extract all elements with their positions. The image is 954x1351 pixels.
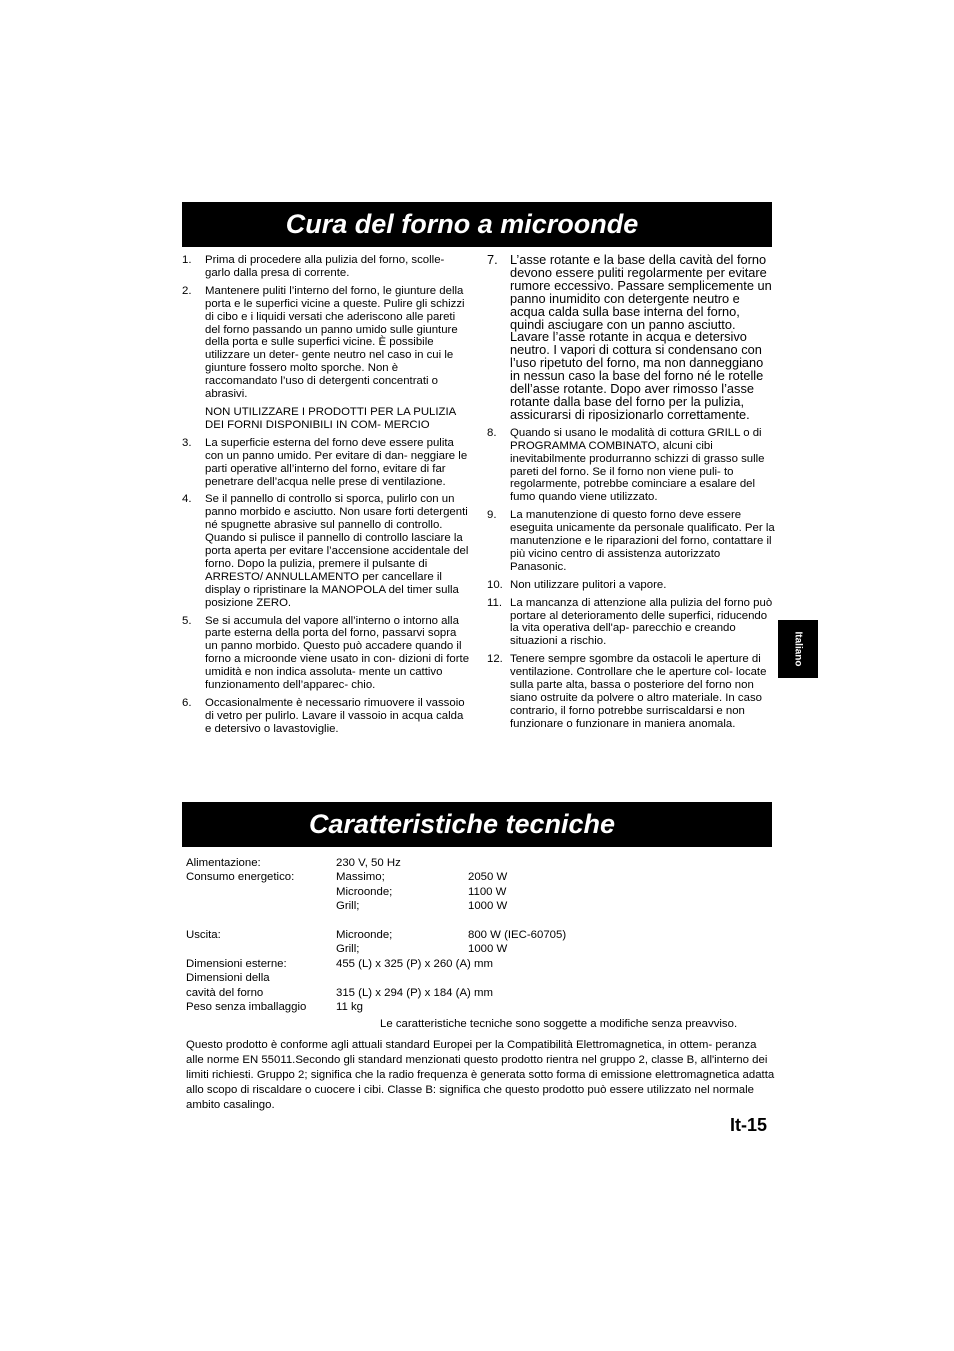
item-text: Se si accumula del vapore all’interno o intorno alla parte esterna della porta del forno, passarvi sopra un panno morbido. Questo può accadere quando il forno a microonde viene usato in con- dizioni di forte umidità e non indica assoluta- mente un cattivo funzionamento dell’apparec- chio. xyxy=(205,614,470,692)
spec-sublabel: Microonde; xyxy=(336,885,393,898)
spec-value: 230 V, 50 Hz xyxy=(336,857,401,869)
section-title-specs: Caratteristiche tecniche xyxy=(182,802,772,847)
spec-label: Alimentazione: xyxy=(186,857,261,869)
spec-row xyxy=(186,885,776,899)
list-item xyxy=(487,427,775,504)
item-text: La mancanza di attenzione alla pulizia del forno può portare al deterioramento delle superfici, riducendo la vita operativa dell'ap- parecchio e creando situazioni a rischio. xyxy=(510,596,773,648)
item-text: Tenere sempre sgombre da ostacoli le aperture di ventilazione. Controllare che le aperture col- locate sulla parte alta, bassa o posteriore del forno non siano ostruite da polvere o altro materiale. In caso contrario, il forno potrebbe surriscaldarsi e non funzionare o funzionare in maniera anomala. xyxy=(510,653,767,730)
item-number: 8. xyxy=(487,426,497,439)
spec-row xyxy=(186,986,776,1000)
item-text: Quando si usano le modalità di cottura GRILL o di PROGRAMMA COMBINATO, alcuni cibi inevitabilmente produrranno schizzi di grasso sulle pareti del forno. Se il forno non viene puli- to regolarmente, potrebbe cominciare a esalare del fumo quando viene utilizzato. xyxy=(510,426,765,504)
section-title-care: Cura del forno a microonde xyxy=(182,202,772,247)
item-number: 10. xyxy=(487,578,503,591)
spec-row xyxy=(186,928,776,942)
list-item xyxy=(487,509,775,574)
list-item xyxy=(487,597,775,649)
spec-label: Dimensioni della xyxy=(186,972,270,985)
item-number: 7. xyxy=(487,252,498,267)
spec-value: 2050 W xyxy=(468,871,508,884)
spec-value: 1000 W xyxy=(468,943,508,956)
spec-value: 315 (L) x 294 (P) x 184 (A) mm xyxy=(336,986,493,999)
list-item xyxy=(182,615,470,692)
spec-sublabel: Massimo; xyxy=(336,871,385,884)
item-text: L’asse rotante e la base della cavità del forno devono essere puliti regolarmente per evitare rumore eccessivo. Passare semplicemente un panno inumidito con detergente neutro e acqua calda sulla base interna del forno, quindi asciugare con un panno asciutto. Lavare l’asse rotante in acqua e detersivo neutro. I vapori di cottura si condensano con l’uso ripetuto del forno, ma non danneggiano in nessun caso la base del forno né le rotelle dell’asse rotante. Dopo aver rimosso l’asse rotante dalla base del forno per la pulizia, assicurarsi di riposizionarlo correttamente. xyxy=(510,252,772,422)
spec-sublabel: Grill; xyxy=(336,943,360,956)
list-item xyxy=(487,579,775,592)
spec-value: 1000 W xyxy=(468,900,508,913)
spec-row xyxy=(186,856,776,870)
language-tab xyxy=(778,620,818,678)
list-item xyxy=(182,437,470,489)
spec-sublabel: Grill; xyxy=(336,900,360,913)
compliance-paragraph: Questo prodotto è conforme agli attuali standard Europei per la Compatibilità Elettromagnetica, in ottem- peranza alle norme EN 55011.Secondo gli standard menzionati questo prodotto rientra nel gruppo 2, classe B, all'interno dei limiti richiesti. Gruppo 2; significa che la radio frequenza è generata sotto forma di emissione elettromagnetica adatta allo scopo di riscaldare o cuocere i cibi. Classe B: significa che questo prodotto può essere utilizzato nel normale ambito casalingo. xyxy=(186,1039,775,1111)
care-list-left xyxy=(182,254,470,741)
spec-row xyxy=(186,899,776,913)
item-number: 2. xyxy=(182,284,192,297)
item-number: 9. xyxy=(487,509,497,522)
item-warning: NON UTILIZZARE I PRODOTTI PER LA PULIZIA DEI FORNI DISPONIBILI IN COM- MERCIO xyxy=(205,405,456,431)
spec-value: 11 kg xyxy=(336,1000,364,1013)
spec-value: 800 W (IEC-60705) xyxy=(468,928,567,941)
item-text: La manutenzione di questo forno deve essere eseguita unicamente da personale qualificato. Per la manutenzione e le riparazioni del forno, contattare il più vicino centro di assistenza autorizzato Panasonic. xyxy=(510,509,775,573)
list-item xyxy=(182,254,470,280)
list-item xyxy=(182,697,470,736)
spec-label: Peso senza imballaggio xyxy=(186,1000,307,1013)
item-number: 11. xyxy=(487,596,502,609)
item-number: 4. xyxy=(182,493,192,506)
language-tab-label: Italiano xyxy=(792,631,804,667)
list-item xyxy=(182,285,470,432)
spec-value: 455 (L) x 325 (P) x 260 (A) mm xyxy=(336,957,493,970)
item-text: Occasionalmente è necessario rimuovere il vassoio di vetro per pulirlo. Lavare il vassoio in acqua calda e detersivo o lavastoviglie. xyxy=(205,697,465,735)
item-number: 3. xyxy=(182,436,192,449)
specs-disclaimer: Le caratteristiche tecniche sono soggette a modifiche senza preavviso. xyxy=(380,1018,738,1030)
spec-spacer xyxy=(186,914,776,928)
spec-value: 1100 W xyxy=(468,885,507,898)
list-item xyxy=(182,493,470,609)
item-number: 1. xyxy=(182,254,192,266)
item-number: 6. xyxy=(182,697,192,709)
spec-row xyxy=(186,957,776,971)
page-number: It-15 xyxy=(730,1115,768,1135)
item-text: Non utilizzare pulitori a vapore. xyxy=(510,578,667,591)
spec-row xyxy=(186,942,776,956)
specs-table xyxy=(186,856,776,1014)
spec-row xyxy=(186,870,776,884)
list-item xyxy=(487,254,775,422)
item-number: 5. xyxy=(182,614,192,627)
item-number: 12. xyxy=(487,653,503,666)
spec-label: cavità del forno xyxy=(186,986,264,999)
spec-sublabel: Microonde; xyxy=(336,928,393,941)
item-text: La superficie esterna del forno deve essere pulita con un panno umido. Per evitare di dan- neggiare le parti operative all’interno del forno, evitare di far penetrare dell’acqua nelle prese di ventilazione. xyxy=(205,436,468,488)
spec-label: Consumo energetico: xyxy=(186,871,295,884)
spec-label: Uscita: xyxy=(186,928,221,941)
item-text: Prima di procedere alla pulizia del forno, scolle- garlo dalla presa di corrente. xyxy=(205,254,445,279)
item-text: Mantenere puliti l’interno del forno, le giunture della porta e le superfici vicine a queste. Pulire gli schizzi di cibo e i liquidi versati che aderiscono alle pareti del forno passando un panno umido sulle giunture della porta e sulle superfici vicine. È possibile utilizzare un deter- gente neutro nel caso in cui le giunture fossero molto sporche. Non è raccomandato l’uso di detergenti concentrati o abrasivi. xyxy=(205,284,465,401)
item-text: Se il pannello di controllo si sporca, pulirlo con un panno morbido e asciutto. Non usare forti detergenti né spugnette abrasive sul pannello di controllo. Quando si pulisce il pannello di controllo lasciare la porta aperta per evitare l’accensione accidentale del forno. Dopo la pulizia, premere il pulsante di ARRESTO/ ANNULLAMENTO per cancellare il display o ripristinare la MANOPOLA del timer sulla posizione ZERO. xyxy=(205,493,469,609)
spec-row xyxy=(186,971,776,985)
list-item xyxy=(487,653,775,730)
care-list-right xyxy=(487,254,775,736)
spec-label: Dimensioni esterne: xyxy=(186,957,287,970)
spec-row xyxy=(186,1000,776,1014)
